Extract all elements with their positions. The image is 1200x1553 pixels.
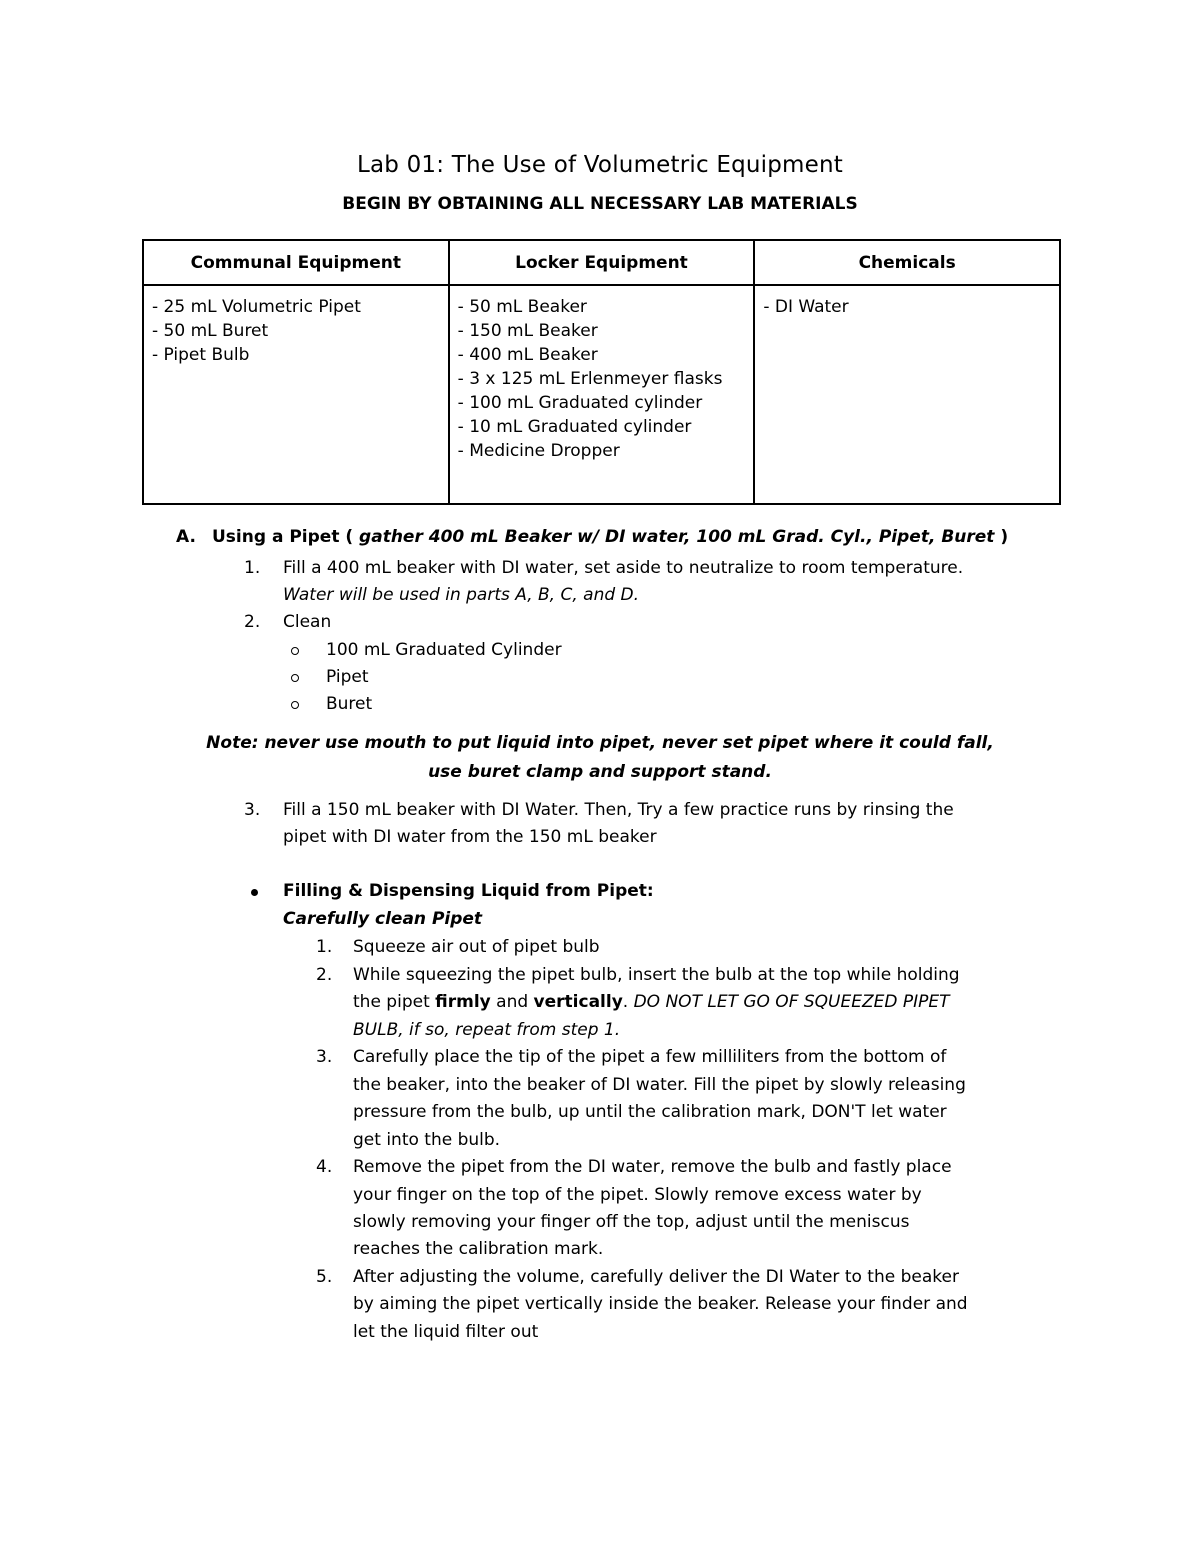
section-heading-materials: gather 400 mL Beaker w/ DI water, 100 mL Grad. Cyl., Pipet, Buret xyxy=(353,527,1001,547)
communal-cell xyxy=(143,285,449,504)
chemicals-cell xyxy=(754,285,1060,504)
step-number: 3. xyxy=(316,1047,333,1067)
step-2-text: Clean xyxy=(283,612,332,632)
table-header-row xyxy=(143,240,1060,285)
filling-heading: Filling & Dispensing Liquid from Pipet: xyxy=(283,881,654,901)
section-a-heading xyxy=(176,527,1008,547)
step-number: 4. xyxy=(316,1157,333,1177)
list-item: - 150 mL Beaker xyxy=(457,321,598,341)
fill-step-2-warning: DO NOT LET GO OF SQUEEZED PIPET xyxy=(628,992,950,1012)
list-item: - 100 mL Graduated cylinder xyxy=(457,393,703,413)
list-item: - 50 mL Beaker xyxy=(457,297,587,317)
fill-step-3-line-3: pressure from the bulb, up until the calibration mark, DON'T let water xyxy=(353,1102,947,1122)
fill-step-2-warning-cont: BULB, if so, repeat from step 1. xyxy=(353,1020,621,1040)
fill-step-2-text: the pipet xyxy=(353,992,436,1012)
fill-step-5-line-1: After adjusting the volume, carefully deliver the DI Water to the beaker xyxy=(353,1267,959,1287)
step-number: 1. xyxy=(244,558,261,578)
fill-step-1: Squeeze air out of pipet bulb xyxy=(353,937,600,957)
safety-note-line-2: use buret clamp and support stand. xyxy=(428,762,772,782)
list-item: - 400 mL Beaker xyxy=(457,345,598,365)
page-title: Lab 01: The Use of Volumetric Equipment xyxy=(356,152,843,178)
fill-step-3-line-1: Carefully place the tip of the pipet a few milliliters from the bottom of xyxy=(353,1047,947,1067)
fill-step-5-line-3: let the liquid filter out xyxy=(353,1322,539,1342)
emphasis-vertically: vertically xyxy=(533,992,623,1012)
fill-step-4-line-4: reaches the calibration mark. xyxy=(353,1239,604,1259)
circle-bullet-icon xyxy=(291,674,299,682)
header-communal: Communal Equipment xyxy=(143,240,449,285)
step-number: 2. xyxy=(316,965,333,985)
fill-step-3-line-4: get into the bulb. xyxy=(353,1130,501,1150)
fill-step-3-line-2: the beaker, into the beaker of DI water. Fill the pipet by slowly releasing xyxy=(353,1075,966,1095)
step-3-line-2: pipet with DI water from the 150 mL beaker xyxy=(283,827,657,847)
step-1-text: Fill a 400 mL beaker with DI water, set aside to neutralize to room temperature. xyxy=(283,558,964,578)
fill-step-4-line-2: your finger on the top of the pipet. Slowly remove excess water by xyxy=(353,1185,922,1205)
clean-item: 100 mL Graduated Cylinder xyxy=(326,640,562,660)
bullet-icon xyxy=(251,889,258,896)
safety-note-line-1: Note: never use mouth to put liquid into pipet, never set pipet where it could fall, xyxy=(206,733,994,753)
locker-cell xyxy=(449,285,755,504)
clean-item: Pipet xyxy=(326,667,369,687)
step-1-note: Water will be used in parts A, B, C, and D. xyxy=(283,585,640,605)
step-number: 1. xyxy=(316,937,333,957)
section-heading-text: Using a Pipet ( xyxy=(212,527,354,547)
list-item: - Pipet Bulb xyxy=(152,345,250,365)
step-number: 2. xyxy=(244,612,261,632)
fill-step-2-line-1: While squeezing the pipet bulb, insert the bulb at the top while holding xyxy=(353,965,960,985)
page-subtitle: BEGIN BY OBTAINING ALL NECESSARY LAB MATERIALS xyxy=(342,194,858,214)
step-number: 3. xyxy=(244,800,261,820)
header-chemicals: Chemicals xyxy=(754,240,1060,285)
fill-step-4-line-1: Remove the pipet from the DI water, remove the bulb and fastly place xyxy=(353,1157,952,1177)
fill-step-5-line-2: by aiming the pipet vertically inside the beaker. Release your finder and xyxy=(353,1294,968,1314)
circle-bullet-icon xyxy=(291,701,299,709)
fill-step-4-line-3: slowly removing your finger off the top, adjust until the meniscus xyxy=(353,1212,910,1232)
step-number: 5. xyxy=(316,1267,333,1287)
materials-table xyxy=(142,239,1061,505)
filling-subheading: Carefully clean Pipet xyxy=(283,909,483,929)
fill-step-2-and: and xyxy=(490,992,534,1012)
fill-step-2-line-2 xyxy=(353,989,950,1016)
circle-bullet-icon xyxy=(291,647,299,655)
clean-item: Buret xyxy=(326,694,373,714)
fill-step-2-dot: . xyxy=(622,992,629,1012)
list-item: - Medicine Dropper xyxy=(457,441,620,461)
list-item: - 50 mL Buret xyxy=(152,321,269,341)
section-heading-close: ) xyxy=(1000,527,1009,547)
list-item: - 25 mL Volumetric Pipet xyxy=(152,297,361,317)
list-item: - 3 x 125 mL Erlenmeyer flasks xyxy=(457,369,723,389)
list-item: - DI Water xyxy=(763,297,849,317)
table-row xyxy=(143,285,1060,504)
emphasis-firmly: firmly xyxy=(435,992,491,1012)
header-locker: Locker Equipment xyxy=(449,240,755,285)
step-3-line-1: Fill a 150 mL beaker with DI Water. Then, Try a few practice runs by rinsing the xyxy=(283,800,954,820)
section-letter: A. xyxy=(176,527,196,547)
list-item: - 10 mL Graduated cylinder xyxy=(457,417,692,437)
